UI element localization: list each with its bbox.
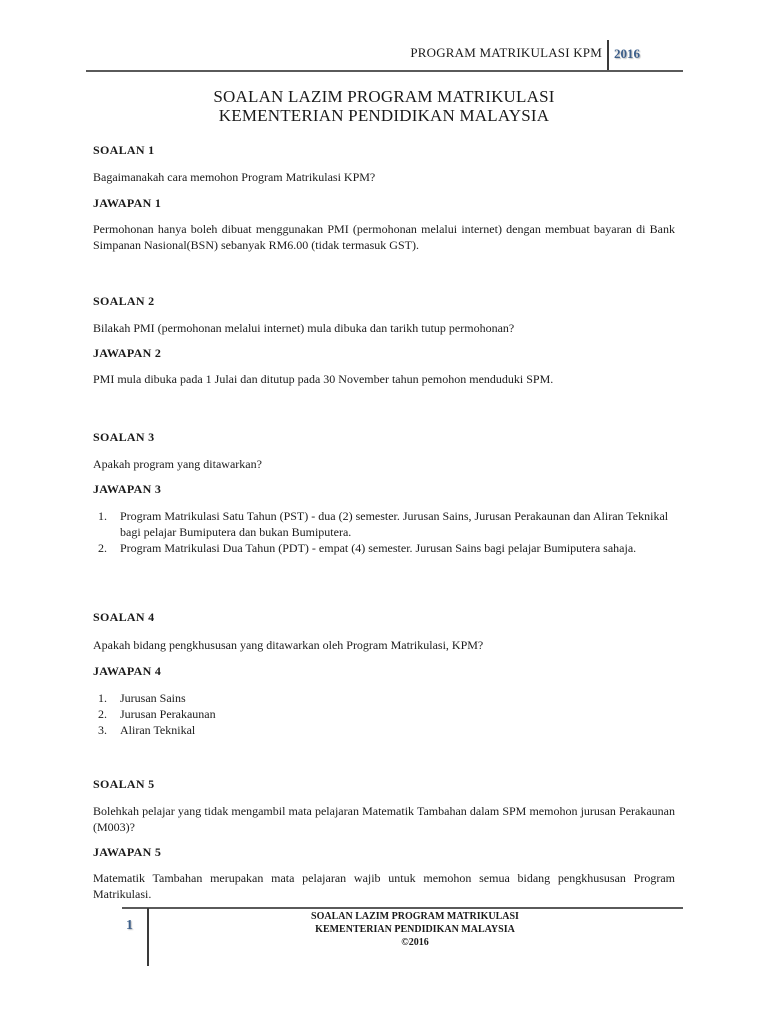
jawapan-text: Permohonan hanya boleh dibuat menggunakan PMI (permohonan melalui internet) dengan membuat bayaran di Bank Simpanan Nasional(BSN) sebanyak RM6.00 (tidak termasuk GST). [93, 222, 675, 252]
qa-block-4 [93, 609, 675, 738]
soalan-text: Apakah bidang pengkhususan yang ditawarkan oleh Program Matrikulasi, KPM? [93, 638, 484, 652]
jawapan-list [93, 690, 675, 738]
jawapan-list [93, 508, 675, 556]
soalan-label: SOALAN 4 [93, 610, 155, 624]
list-item-text: Program Matrikulasi Dua Tahun (PDT) - empat (4) semester. Jurusan Sains bagi pelajar Bumiputera sahaja. [120, 541, 637, 555]
footer-text [280, 910, 550, 949]
list-item [93, 508, 675, 540]
soalan-label: SOALAN 1 [93, 143, 155, 157]
jawapan-label: JAWAPAN 2 [93, 346, 162, 360]
header-title: PROGRAM MATRIKULASI KPM [410, 45, 602, 60]
page-number: 1 [126, 918, 133, 933]
header-divider [607, 40, 609, 72]
qa-block-5 [93, 776, 675, 902]
qa-block-1 [93, 142, 675, 253]
jawapan-label: JAWAPAN 5 [93, 845, 162, 859]
document-title [93, 87, 675, 125]
list-item [93, 690, 675, 706]
footer-rule [122, 907, 683, 909]
list-item-text: Jurusan Sains [120, 691, 186, 705]
footer-line1: SOALAN LAZIM PROGRAM MATRIKULASI [311, 911, 519, 922]
jawapan-text: Matematik Tambahan merupakan mata pelajaran wajib untuk memohon semua bidang pengkhususan Program Matrikulasi. [93, 871, 675, 901]
soalan-label: SOALAN 2 [93, 294, 155, 308]
list-item [93, 540, 675, 556]
list-item [93, 706, 675, 722]
soalan-text: Bagaimanakah cara memohon Program Matrikulasi KPM? [93, 170, 376, 184]
qa-block-2 [93, 293, 675, 387]
list-item-text: Program Matrikulasi Satu Tahun (PST) - dua (2) semester. Jurusan Sains, Jurusan Perakaunan dan Aliran Teknikal bagi pelajar Bumiputera dan bukan Bumiputera. [120, 509, 669, 539]
document-title-line2: KEMENTERIAN PENDIDIKAN MALAYSIA [218, 106, 550, 125]
soalan-text: Apakah program yang ditawarkan? [93, 457, 262, 471]
list-item-number: 2. [98, 707, 107, 721]
list-item-text: Jurusan Perakaunan [120, 707, 216, 721]
soalan-text: Bilakah PMI (permohonan melalui internet) mula dibuka dan tarikh tutup permohonan? [93, 321, 515, 335]
soalan-text: Bolehkah pelajar yang tidak mengambil mata pelajaran Matematik Tambahan dalam SPM memohon jurusan Perakaunan (M003)? [93, 804, 675, 834]
list-item-number: 2. [98, 541, 107, 555]
list-item-number: 3. [98, 723, 107, 737]
header-year: 2016 [614, 46, 640, 61]
jawapan-text: PMI mula dibuka pada 1 Julai dan ditutup pada 30 November tahun pemohon menduduki SPM. [93, 372, 554, 386]
list-item [93, 722, 675, 738]
list-item-number: 1. [98, 691, 107, 705]
soalan-label: SOALAN 3 [93, 430, 155, 444]
document-title-line1: SOALAN LAZIM PROGRAM MATRIKULASI [213, 87, 555, 106]
list-item-text: Aliran Teknikal [120, 723, 196, 737]
jawapan-label: JAWAPAN 3 [93, 482, 162, 496]
qa-block-3 [93, 429, 675, 556]
footer-line2: KEMENTERIAN PENDIDIKAN MALAYSIA [315, 924, 515, 935]
header-rule [86, 70, 683, 72]
jawapan-label: JAWAPAN 1 [93, 196, 162, 210]
list-item-number: 1. [98, 509, 107, 523]
footer-divider [147, 908, 149, 966]
footer-line3: ©2016 [401, 937, 429, 948]
jawapan-label: JAWAPAN 4 [93, 664, 162, 678]
soalan-label: SOALAN 5 [93, 777, 155, 791]
